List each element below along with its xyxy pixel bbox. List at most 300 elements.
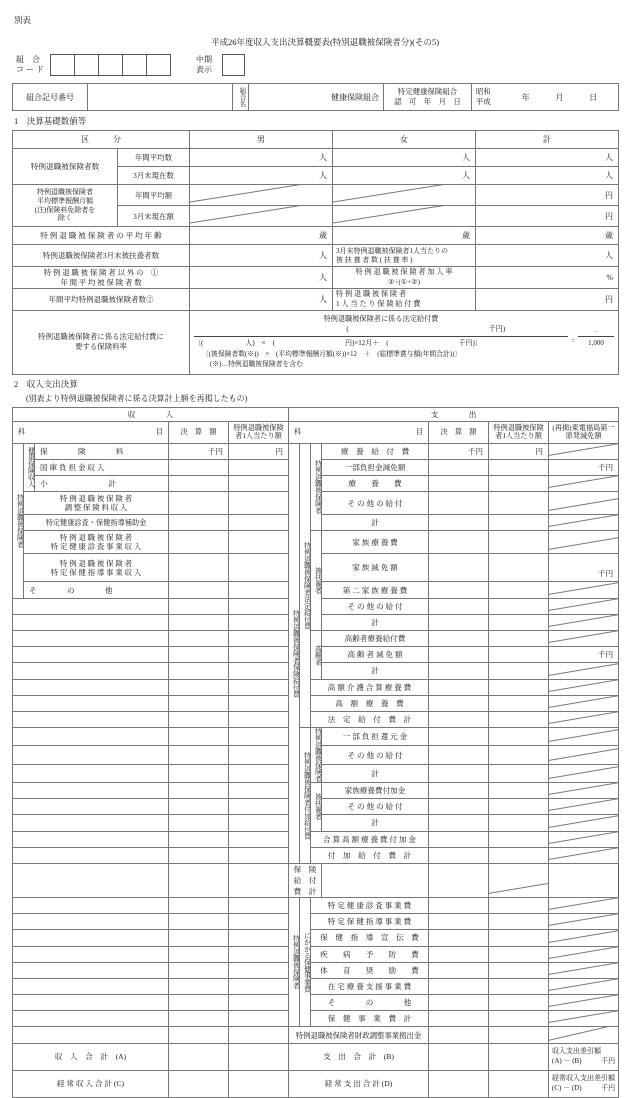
income-blank-label[interactable] [13, 614, 169, 630]
value-cell[interactable] [322, 863, 429, 897]
income-row-label: 特 例 退 職 被 保 険 者 特 定 健 康 診 査 事 業 収 入 [24, 531, 169, 554]
value-cell[interactable]: 人 [190, 245, 333, 267]
value-cell[interactable] [169, 554, 229, 582]
union-code-box[interactable] [98, 54, 123, 76]
kigou-bangou-input[interactable] [88, 84, 233, 111]
row-label-benefit-per-person: 特 例 退 職 被 保 険 者 1 人 当 た り 保 険 給 付 費 [333, 289, 476, 311]
value-cell[interactable] [429, 815, 489, 831]
section2-heading: 2 収入支出決算 [14, 378, 78, 389]
value-cell[interactable] [429, 1027, 489, 1043]
income-blank-label[interactable] [13, 764, 169, 782]
value-cell[interactable]: 千円 [169, 443, 229, 459]
expense-row-label: 計 [322, 815, 429, 831]
genpatsu-cell[interactable]: 千円 [549, 647, 619, 663]
value-cell-struck [190, 206, 333, 227]
income-blank-label[interactable] [13, 799, 169, 815]
genpatsu-cell-struck [549, 492, 619, 515]
value-cell[interactable] [229, 728, 289, 746]
expense-row-label: 療 養 給 付 費 [322, 443, 429, 459]
income-blank-label[interactable] [13, 1011, 169, 1027]
row-label-average-age: 特 例 退 職 被 保 険 者 の 平 均 年 齢 [13, 227, 190, 245]
diff-cell-cd[interactable] [549, 1070, 619, 1097]
value-cell[interactable] [429, 847, 489, 863]
value-cell[interactable] [169, 531, 229, 554]
value-cell[interactable] [229, 492, 289, 515]
income-blank-label[interactable] [13, 946, 169, 962]
value-cell[interactable] [429, 531, 489, 554]
row-label-insured-count: 特例退職被保険者数 [13, 149, 118, 185]
value-cell[interactable] [489, 459, 549, 475]
formula-denominator: 〔( 人) × ( 円)×12月＋ ( 千円)〕 [194, 338, 482, 347]
income-blank-label[interactable] [13, 679, 169, 695]
expense-group-hihokensha: 特例退職被保険者 [311, 443, 322, 531]
genpatsu-cell-struck [549, 663, 619, 679]
value-cell[interactable]: 人 [333, 149, 476, 167]
genpatsu-cell-struck [549, 1011, 619, 1027]
income-expense-table [12, 407, 619, 1098]
expense-row-label: 保 健 事 業 費 計 [311, 1011, 429, 1027]
value-cell[interactable] [429, 897, 489, 913]
col-header-total: 計 [476, 131, 619, 149]
genpatsu-cell-struck [549, 476, 619, 492]
value-cell[interactable] [229, 930, 289, 946]
value-cell[interactable] [169, 1070, 229, 1097]
value-cell[interactable] [229, 598, 289, 614]
table-row [13, 227, 619, 245]
value-cell[interactable] [489, 897, 549, 913]
union-code-box[interactable] [50, 54, 75, 76]
value-cell[interactable]: 歳 [333, 227, 476, 245]
income-blank-label[interactable] [13, 647, 169, 663]
genpatsu-cell-struck [489, 863, 549, 897]
value-cell[interactable] [169, 914, 229, 930]
value-cell[interactable] [429, 746, 489, 764]
value-cell[interactable] [169, 1027, 229, 1043]
value-cell[interactable] [169, 515, 229, 531]
diff-cell-ab[interactable] [549, 1043, 619, 1070]
formula-note-2: (※)…特例退職被保険者を含む [210, 360, 303, 368]
expense-row-label: そ の 他 の 給 付 [322, 492, 429, 515]
table-row [13, 695, 619, 711]
value-cell[interactable] [229, 1070, 289, 1097]
value-cell[interactable] [429, 631, 489, 647]
genpatsu-cell-struck [549, 679, 619, 695]
value-cell[interactable] [489, 1011, 549, 1027]
value-cell[interactable] [489, 946, 549, 962]
value-cell[interactable] [429, 711, 489, 727]
value-cell[interactable] [169, 897, 229, 913]
value-cell[interactable] [429, 764, 489, 782]
value-cell[interactable] [429, 831, 489, 847]
value-cell[interactable]: 千円 [429, 443, 489, 459]
union-code-box[interactable] [74, 54, 99, 76]
value-cell[interactable] [169, 799, 229, 815]
value-cell[interactable] [489, 847, 549, 863]
genpatsu-cell-struck [549, 582, 619, 598]
value-cell[interactable] [229, 764, 289, 782]
income-blank-label[interactable] [13, 995, 169, 1011]
value-cell[interactable] [169, 946, 229, 962]
sub-label-march-end: 3月末現在数 [118, 167, 190, 185]
identification-table [12, 83, 619, 111]
value-cell[interactable] [229, 695, 289, 711]
value-cell[interactable] [169, 614, 229, 630]
kigou-bangou-label: 組合記号番号 [13, 84, 88, 111]
formula-result-unit: 1,000 [588, 338, 604, 347]
value-cell[interactable] [489, 582, 549, 598]
value-cell[interactable]: 円 [476, 185, 619, 206]
value-cell[interactable] [169, 995, 229, 1011]
value-cell[interactable] [429, 1043, 489, 1070]
value-cell[interactable] [429, 728, 489, 746]
expense-row-label: 体 育 奨 励 費 [311, 962, 429, 978]
value-cell[interactable] [229, 554, 289, 582]
value-cell[interactable] [489, 815, 549, 831]
formula-numerator-unit: 千円) [488, 325, 506, 334]
value-cell[interactable]: 人 [476, 167, 619, 185]
value-cell[interactable] [229, 946, 289, 962]
income-blank-label[interactable] [13, 695, 169, 711]
income-blank-label[interactable] [13, 962, 169, 978]
income-row-label: 特 例 退 職 被 保 険 者 調 整 保 険 料 収 入 [24, 492, 169, 515]
value-cell[interactable] [169, 831, 229, 847]
value-cell[interactable] [169, 631, 229, 647]
value-cell[interactable] [229, 783, 289, 799]
value-cell-struck [190, 185, 333, 206]
kumiai-mei-label: 組合名 [233, 84, 249, 111]
value-cell[interactable] [489, 711, 549, 727]
value-cell[interactable] [489, 614, 549, 630]
table-row [13, 267, 619, 289]
expense-row-label: 法 定 給 付 費 計 [311, 711, 429, 727]
value-cell[interactable] [229, 1027, 289, 1043]
value-cell[interactable] [169, 679, 229, 695]
value-cell[interactable] [169, 847, 229, 863]
table-row [13, 962, 619, 978]
value-cell[interactable] [169, 1011, 229, 1027]
row-label-other-insured: 特 例 退 職 被 保 険 者 以 外 の ① 年 間 平 均 被 保 険 者 数 [13, 267, 190, 289]
value-cell[interactable]: 円 [476, 289, 619, 311]
value-cell[interactable] [229, 582, 289, 598]
value-cell[interactable] [229, 815, 289, 831]
expense-row-label: そ の 他 の 給 付 [322, 799, 429, 815]
day-label: 日 [589, 92, 598, 102]
genpatsu-cell-struck [549, 598, 619, 614]
value-cell[interactable] [229, 962, 289, 978]
expense-group-hifuyousha: 被扶養者 [311, 783, 322, 832]
value-cell[interactable] [229, 614, 289, 630]
income-blank-label[interactable] [13, 746, 169, 764]
value-cell[interactable] [169, 695, 229, 711]
value-cell[interactable] [429, 783, 489, 799]
value-cell[interactable]: 人 [476, 149, 619, 167]
value-cell[interactable] [489, 515, 549, 531]
value-cell[interactable] [489, 695, 549, 711]
value-cell[interactable] [169, 962, 229, 978]
value-cell[interactable] [489, 531, 549, 554]
value-cell[interactable] [429, 914, 489, 930]
kenpo-kumiai-label: 健康保険組合 [249, 84, 384, 111]
table-row [13, 185, 619, 206]
value-cell[interactable] [489, 1043, 549, 1070]
era-label: 昭和 平成 [476, 87, 491, 106]
value-cell[interactable] [429, 1011, 489, 1027]
table-row [13, 149, 619, 167]
section1-heading: 1 決算基礎数値等 [14, 116, 87, 126]
value-cell[interactable] [229, 799, 289, 815]
value-cell[interactable] [489, 679, 549, 695]
value-cell[interactable] [169, 647, 229, 663]
value-cell[interactable] [489, 799, 549, 815]
table-row [13, 289, 619, 311]
value-cell[interactable]: 人 [476, 245, 619, 267]
table-row [13, 531, 619, 554]
value-cell[interactable] [429, 1070, 489, 1097]
income-col-kessan: 決 算 額 [169, 421, 229, 443]
value-cell[interactable] [489, 930, 549, 946]
income-row-label: 小 計 [35, 476, 169, 492]
genpatsu-cell-struck [549, 930, 619, 946]
value-cell[interactable] [169, 746, 229, 764]
value-cell[interactable]: 人 [190, 289, 333, 311]
value-cell[interactable] [429, 492, 489, 515]
value-cell[interactable] [429, 978, 489, 994]
value-cell[interactable] [169, 598, 229, 614]
value-cell[interactable] [429, 582, 489, 598]
value-cell[interactable] [489, 554, 549, 582]
value-cell[interactable] [429, 459, 489, 475]
value-cell[interactable]: 円 [476, 206, 619, 227]
value-cell[interactable] [229, 897, 289, 913]
income-blank-label[interactable] [13, 847, 169, 863]
expense-extra-label: 特例退職被保険者付加給付費 [300, 728, 311, 864]
value-cell[interactable]: 人 [190, 149, 333, 167]
expense-row-label: 一 部 負 担 還 元 金 [322, 728, 429, 746]
value-cell[interactable] [489, 914, 549, 930]
value-cell[interactable] [229, 914, 289, 930]
value-cell[interactable] [429, 515, 489, 531]
sub-label-march-end-amount: 3月末現在額 [118, 206, 190, 227]
genpatsu-cell-struck [549, 764, 619, 782]
value-cell[interactable]: 円 [229, 443, 289, 459]
income-blank-label[interactable] [13, 831, 169, 847]
value-cell[interactable] [169, 492, 229, 515]
genpatsu-cell-struck [549, 746, 619, 764]
value-cell[interactable] [169, 783, 229, 799]
value-cell[interactable] [229, 679, 289, 695]
value-cell[interactable]: 人 [333, 167, 476, 185]
table-row [13, 783, 619, 799]
income-total-label: 収 入 合 計 (A) [13, 1043, 169, 1070]
expense-col-genpatsu: (再掲)東電福島第一 原発減免額 [549, 421, 619, 443]
value-cell[interactable] [229, 1011, 289, 1027]
income-row-label: 保 険 料 [35, 443, 169, 459]
value-cell[interactable] [489, 962, 549, 978]
expense-row-label: そ の 他 [311, 995, 429, 1011]
value-cell[interactable] [429, 930, 489, 946]
union-code-box[interactable] [122, 54, 147, 76]
value-cell[interactable] [429, 799, 489, 815]
income-blank-label[interactable] [13, 1027, 169, 1043]
value-cell[interactable] [489, 476, 549, 492]
value-cell[interactable] [489, 746, 549, 764]
table-row [13, 946, 619, 962]
value-cell[interactable] [489, 831, 549, 847]
income-blank-label[interactable] [13, 631, 169, 647]
value-cell[interactable] [429, 995, 489, 1011]
income-blank-label[interactable] [13, 930, 169, 946]
income-blank-label[interactable] [13, 711, 169, 727]
expense-row-label: 療 養 費 [322, 476, 429, 492]
genpatsu-cell-struck [549, 711, 619, 727]
value-cell[interactable] [169, 582, 229, 598]
value-cell[interactable] [489, 1027, 549, 1043]
table-row [13, 863, 619, 897]
row-label-premium-rate: 特例退職被保険者に係る法定給付費に 要する保険料率 [13, 311, 190, 375]
value-cell[interactable] [169, 663, 229, 679]
expense-row-label: 高 額 介 護 合 算 療 養 費 [311, 679, 429, 695]
value-cell[interactable]: % [476, 267, 619, 289]
value-cell[interactable] [229, 663, 289, 679]
value-cell[interactable] [229, 1043, 289, 1070]
income-blank-label[interactable] [13, 863, 169, 897]
value-cell[interactable] [169, 1043, 229, 1070]
value-cell[interactable] [229, 647, 289, 663]
value-cell[interactable] [229, 711, 289, 727]
value-cell[interactable] [429, 614, 489, 630]
value-cell[interactable] [229, 995, 289, 1011]
formula-note-1: 〔(被保険者数(※)) × (平均標準報酬月額(※))×12 ＋ (総標準賞与額(年間合計))〕 [202, 351, 462, 359]
expense-row-label: そ の 他 の 給 付 [322, 598, 429, 614]
union-code-box[interactable] [146, 54, 171, 76]
value-cell[interactable] [169, 815, 229, 831]
settlement-basis-table [12, 130, 619, 375]
formula-equals: = [570, 336, 575, 345]
value-cell[interactable] [229, 531, 289, 554]
value-cell[interactable] [429, 946, 489, 962]
value-cell[interactable] [229, 746, 289, 764]
row-label-dependents-march: 特例退職被保険者3月末被扶養者数 [13, 245, 190, 267]
value-cell[interactable]: 円 [489, 443, 549, 459]
income-blank-label[interactable] [13, 978, 169, 994]
value-cell[interactable]: 人 [190, 267, 333, 289]
income-blank-label[interactable] [13, 897, 169, 913]
income-blank-label[interactable] [13, 598, 169, 614]
value-cell[interactable] [489, 631, 549, 647]
value-cell[interactable] [169, 863, 229, 897]
value-cell[interactable] [229, 476, 289, 492]
value-cell[interactable] [489, 728, 549, 746]
value-cell[interactable] [489, 1070, 549, 1097]
value-cell[interactable] [489, 783, 549, 799]
month-label: 月 [555, 92, 564, 102]
expense-col-kessan: 決 算 額 [429, 421, 489, 443]
value-cell[interactable] [169, 728, 229, 746]
genpatsu-cell[interactable]: 千円 [549, 459, 619, 475]
value-cell[interactable] [429, 695, 489, 711]
value-cell[interactable] [429, 863, 489, 897]
union-code-boxes[interactable] [50, 54, 171, 76]
expense-row-label: 高 額 療 養 費 [311, 695, 429, 711]
table-row [13, 914, 619, 930]
value-cell[interactable] [429, 962, 489, 978]
value-cell[interactable] [429, 476, 489, 492]
value-cell[interactable] [169, 711, 229, 727]
table-row [13, 245, 619, 267]
nintei-date-cell[interactable] [472, 84, 619, 111]
value-cell[interactable] [229, 831, 289, 847]
income-row-label: 特定健康診査・保健指導補助金 [24, 515, 169, 531]
diff-formula: (C) － (D) [552, 1083, 582, 1092]
value-cell[interactable] [229, 515, 289, 531]
value-cell[interactable] [229, 863, 289, 897]
expense-row-label: 第 二 家 族 療 養 費 [322, 582, 429, 598]
income-blank-label[interactable] [13, 728, 169, 746]
value-cell[interactable] [429, 663, 489, 679]
income-blank-label[interactable] [13, 815, 169, 831]
genpatsu-cell-struck [549, 614, 619, 630]
income-blank-label[interactable] [13, 783, 169, 799]
genpatsu-cell[interactable]: 千円 [549, 554, 619, 582]
value-cell[interactable] [229, 459, 289, 475]
expense-col-kamoku-moku: 科 目 [289, 421, 429, 443]
genpatsu-cell-struck [549, 831, 619, 847]
income-subgroup-label: 健康保険収入 [24, 443, 35, 492]
income-row-label: 特 例 退 職 被 保 険 者 特 定 保 健 指 導 事 業 収 入 [24, 554, 169, 582]
value-cell[interactable] [429, 679, 489, 695]
midterm-box[interactable] [222, 54, 245, 76]
income-row-label: そ の 他 [24, 582, 169, 598]
value-cell[interactable] [489, 663, 549, 679]
value-cell[interactable] [429, 647, 489, 663]
income-blank-label[interactable] [13, 914, 169, 930]
income-col-per-person: 特例退職被保険 者1人当たり額 [229, 421, 289, 443]
value-cell[interactable] [229, 847, 289, 863]
expense-header: 支 出 [289, 407, 619, 421]
value-cell[interactable]: 歳 [190, 227, 333, 245]
table-row-total [13, 1070, 619, 1097]
income-blank-label[interactable] [13, 663, 169, 679]
genpatsu-cell-struck [549, 914, 619, 930]
value-cell[interactable] [229, 631, 289, 647]
income-ordinary-label: 経 常 収 入 合 計 (C) [13, 1070, 169, 1097]
value-cell[interactable] [429, 554, 489, 582]
value-cell-struck [333, 185, 476, 206]
premium-rate-formula [190, 311, 619, 375]
genpatsu-cell-struck [549, 946, 619, 962]
value-cell[interactable] [489, 764, 549, 782]
union-code-label: 組 合 コ ー ド [16, 55, 44, 74]
value-cell[interactable] [429, 598, 489, 614]
genpatsu-cell-struck [549, 695, 619, 711]
value-cell[interactable] [169, 764, 229, 782]
expense-row-label: 計 [322, 764, 429, 782]
value-cell[interactable] [169, 930, 229, 946]
value-cell[interactable] [489, 647, 549, 663]
value-cell[interactable]: 人 [190, 167, 333, 185]
value-cell[interactable]: 歳 [476, 227, 619, 245]
value-cell[interactable] [169, 459, 229, 475]
value-cell[interactable] [489, 492, 549, 515]
value-cell[interactable] [489, 978, 549, 994]
value-cell[interactable] [169, 476, 229, 492]
diff-formula: (A) － (B) [552, 1056, 582, 1065]
value-cell[interactable] [489, 995, 549, 1011]
value-cell[interactable] [169, 978, 229, 994]
value-cell[interactable] [489, 598, 549, 614]
table-row [13, 1011, 619, 1027]
value-cell[interactable] [229, 978, 289, 994]
